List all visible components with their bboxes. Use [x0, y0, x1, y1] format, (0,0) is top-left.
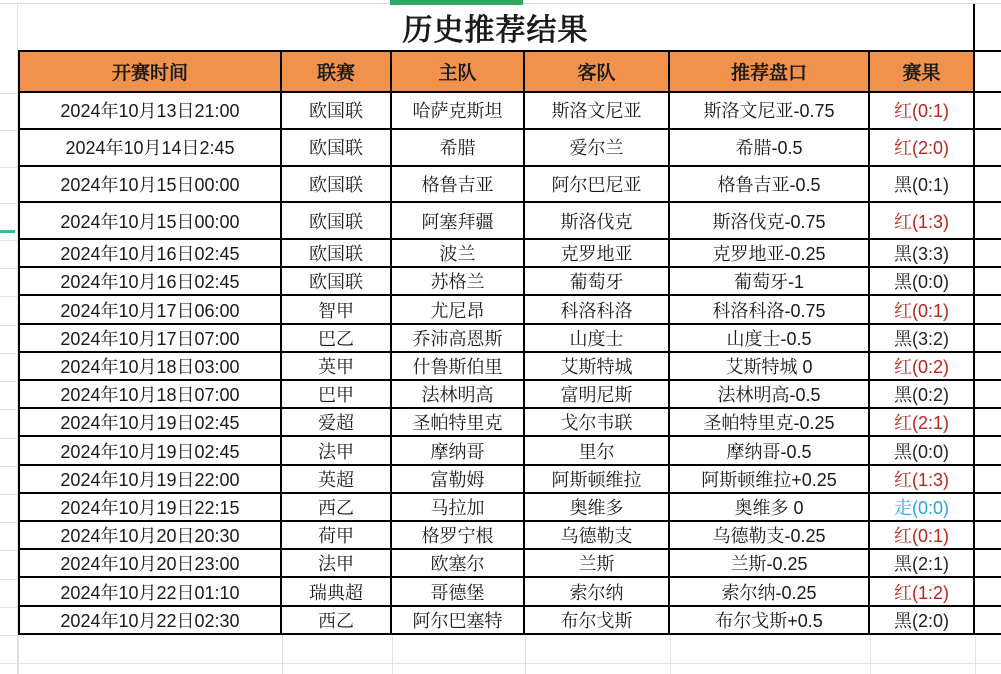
cell-home-team[interactable]: 格罗宁根 — [392, 522, 525, 550]
gutter-grid-line — [0, 130, 18, 131]
cell-result[interactable]: 红(2:0) — [870, 130, 975, 167]
cell-league[interactable]: 爱超 — [282, 409, 392, 437]
table-row — [18, 268, 1001, 296]
cell-time[interactable]: 2024年10月15日00:00 — [20, 167, 282, 204]
cell-time[interactable]: 2024年10月19日22:00 — [20, 466, 282, 494]
cell-empty[interactable] — [975, 240, 1001, 268]
cell-handicap[interactable]: 布尔戈斯+0.5 — [670, 607, 870, 635]
cell-league[interactable]: 法甲 — [282, 437, 392, 465]
table-row — [18, 167, 1001, 204]
table-row — [18, 240, 1001, 268]
cell-time[interactable]: 2024年10月17日06:00 — [20, 296, 282, 324]
cell-league[interactable]: 欧国联 — [282, 130, 392, 167]
cell-away-team[interactable]: 斯洛文尼亚 — [525, 93, 670, 130]
cell-home-team[interactable]: 摩纳哥 — [392, 437, 525, 465]
cell-handicap[interactable]: 阿斯顿维拉+0.25 — [670, 466, 870, 494]
cell-away-team[interactable]: 布尔戈斯 — [525, 607, 670, 635]
cell-time[interactable]: 2024年10月13日21:00 — [20, 93, 282, 130]
cell-handicap[interactable]: 圣帕特里克-0.25 — [670, 409, 870, 437]
table-row — [18, 325, 1001, 353]
cell-home-team[interactable]: 格鲁吉亚 — [392, 167, 525, 204]
cell-away-team[interactable]: 葡萄牙 — [525, 268, 670, 296]
header-cell-home[interactable]: 主队 — [392, 52, 525, 93]
cell-home-team[interactable]: 马拉加 — [392, 494, 525, 522]
cell-empty[interactable] — [975, 203, 1001, 240]
cell-handicap[interactable]: 摩纳哥-0.5 — [670, 437, 870, 465]
cell-result[interactable]: 红(0:2) — [870, 353, 975, 381]
gutter-grid-line — [0, 381, 18, 382]
cell-league[interactable]: 西乙 — [282, 494, 392, 522]
cell-empty[interactable] — [975, 381, 1001, 409]
grid-line — [870, 635, 871, 674]
cell-handicap[interactable]: 兰斯-0.25 — [670, 550, 870, 578]
cell-empty[interactable] — [975, 607, 1001, 635]
grid-line — [0, 663, 1001, 664]
cell-away-team[interactable]: 兰斯 — [525, 550, 670, 578]
cell-time[interactable]: 2024年10月19日22:15 — [20, 494, 282, 522]
gutter-grid-line — [0, 466, 18, 467]
cell-empty[interactable] — [975, 409, 1001, 437]
cell-away-team[interactable]: 阿斯顿维拉 — [525, 466, 670, 494]
cell-away-team[interactable]: 富明尼斯 — [525, 381, 670, 409]
cell-home-team[interactable]: 阿塞拜疆 — [392, 203, 525, 240]
cell-away-team[interactable]: 乌德勒支 — [525, 522, 670, 550]
table-row — [18, 578, 1001, 606]
cell-handicap[interactable]: 希腊-0.5 — [670, 130, 870, 167]
gutter-grid-line — [0, 325, 18, 326]
grid-line — [282, 635, 283, 674]
cell-empty[interactable] — [975, 167, 1001, 204]
gutter-grid-line — [0, 522, 18, 523]
cell-league[interactable]: 智甲 — [282, 296, 392, 324]
cell-away-team[interactable]: 山度士 — [525, 325, 670, 353]
gutter-grid-line — [0, 607, 18, 608]
cell-result[interactable]: 红(1:3) — [870, 466, 975, 494]
table-row — [18, 409, 1001, 437]
cell-league[interactable]: 西乙 — [282, 607, 392, 635]
table-row — [18, 381, 1001, 409]
cell-empty[interactable] — [975, 550, 1001, 578]
cell-league[interactable]: 荷甲 — [282, 522, 392, 550]
cell-empty[interactable] — [975, 437, 1001, 465]
gutter-grid-line — [0, 93, 18, 94]
cell-away-team[interactable]: 奥维多 — [525, 494, 670, 522]
gutter-grid-line — [0, 353, 18, 354]
table-row — [18, 296, 1001, 324]
cell-result[interactable]: 黑(0:2) — [870, 381, 975, 409]
cell-handicap[interactable]: 艾斯特城 0 — [670, 353, 870, 381]
header-cell-time[interactable]: 开赛时间 — [20, 52, 282, 93]
cell-time[interactable]: 2024年10月20日20:30 — [20, 522, 282, 550]
cell-away-team[interactable]: 艾斯特城 — [525, 353, 670, 381]
table-row — [18, 130, 1001, 167]
header-cell-empty[interactable] — [975, 52, 1001, 93]
cell-league[interactable]: 巴乙 — [282, 325, 392, 353]
cell-empty[interactable] — [975, 325, 1001, 353]
cell-league[interactable]: 欧国联 — [282, 93, 392, 130]
cell-result[interactable]: 黑(0:0) — [870, 268, 975, 296]
cell-result[interactable]: 黑(0:0) — [870, 437, 975, 465]
cell-handicap[interactable]: 格鲁吉亚-0.5 — [670, 167, 870, 204]
cell-league[interactable]: 瑞典超 — [282, 578, 392, 606]
cell-time[interactable]: 2024年10月18日03:00 — [20, 353, 282, 381]
cell-home-team[interactable]: 阿尔巴塞特 — [392, 607, 525, 635]
cell-home-team[interactable]: 哈萨克斯坦 — [392, 93, 525, 130]
cell-result[interactable]: 红(1:2) — [870, 578, 975, 606]
cell-time[interactable]: 2024年10月19日02:45 — [20, 437, 282, 465]
table-grid — [18, 50, 1001, 635]
cell-handicap[interactable]: 斯洛文尼亚-0.75 — [670, 93, 870, 130]
header-cell-league[interactable]: 联赛 — [282, 52, 392, 93]
results-table — [18, 4, 1001, 635]
header-cell-handicap[interactable]: 推荐盘口 — [670, 52, 870, 93]
empty-cells-area — [0, 635, 1001, 674]
cell-time[interactable]: 2024年10月15日00:00 — [20, 203, 282, 240]
cell-result[interactable]: 黑(2:0) — [870, 607, 975, 635]
gutter-grid-line — [0, 203, 18, 204]
cell-away-team[interactable]: 里尔 — [525, 437, 670, 465]
cell-home-team[interactable]: 尤尼昂 — [392, 296, 525, 324]
cell-empty[interactable] — [975, 296, 1001, 324]
table-body — [18, 93, 1001, 635]
gutter-grid-line — [0, 579, 18, 580]
cell-result[interactable]: 黑(2:1) — [870, 550, 975, 578]
cell-result[interactable]: 走(0:0) — [870, 494, 975, 522]
gutter-grid-line — [0, 494, 18, 495]
cell-empty[interactable] — [975, 353, 1001, 381]
cell-time[interactable]: 2024年10月22日01:10 — [20, 578, 282, 606]
cell-handicap[interactable]: 葡萄牙-1 — [670, 268, 870, 296]
cell-empty[interactable] — [975, 268, 1001, 296]
cell-league[interactable]: 欧国联 — [282, 240, 392, 268]
gutter-grid-line — [0, 409, 18, 410]
cell-empty[interactable] — [975, 93, 1001, 130]
cell-league[interactable]: 巴甲 — [282, 381, 392, 409]
cell-handicap[interactable]: 法林明高-0.5 — [670, 381, 870, 409]
table-row — [18, 466, 1001, 494]
gutter-grid-line — [0, 167, 18, 168]
table-row — [18, 437, 1001, 465]
table-row — [18, 203, 1001, 240]
table-row — [18, 550, 1001, 578]
cell-handicap[interactable]: 斯洛伐克-0.75 — [670, 203, 870, 240]
table-row — [18, 353, 1001, 381]
cell-empty[interactable] — [975, 494, 1001, 522]
table-row — [18, 607, 1001, 635]
cell-home-team[interactable]: 波兰 — [392, 240, 525, 268]
cell-handicap[interactable]: 乌德勒支-0.25 — [670, 522, 870, 550]
cell-home-team[interactable]: 苏格兰 — [392, 268, 525, 296]
cell-handicap[interactable]: 索尔纳-0.25 — [670, 578, 870, 606]
cell-time[interactable]: 2024年10月14日2:45 — [20, 130, 282, 167]
cell-empty[interactable] — [975, 522, 1001, 550]
cell-home-team[interactable]: 富勒姆 — [392, 466, 525, 494]
cell-time[interactable]: 2024年10月20日23:00 — [20, 550, 282, 578]
header-row — [18, 50, 1001, 93]
cell-league[interactable]: 欧国联 — [282, 203, 392, 240]
cell-away-team[interactable]: 戈尔韦联 — [525, 409, 670, 437]
cell-empty[interactable] — [975, 130, 1001, 167]
cell-time[interactable]: 2024年10月17日07:00 — [20, 325, 282, 353]
grid-line — [975, 635, 976, 674]
cell-time[interactable]: 2024年10月22日02:30 — [20, 607, 282, 635]
cell-home-team[interactable]: 乔沛高恩斯 — [392, 325, 525, 353]
cell-away-team[interactable]: 斯洛伐克 — [525, 203, 670, 240]
page-title: 历史推荐结果 — [402, 14, 589, 47]
cell-time[interactable]: 2024年10月18日07:00 — [20, 381, 282, 409]
table-row — [18, 93, 1001, 130]
cell-league[interactable]: 欧国联 — [282, 167, 392, 204]
cell-away-team[interactable]: 科洛科洛 — [525, 296, 670, 324]
header-cell-away[interactable]: 客队 — [525, 52, 670, 93]
cell-result[interactable]: 红(0:1) — [870, 522, 975, 550]
cell-time[interactable]: 2024年10月16日02:45 — [20, 268, 282, 296]
grid-line — [670, 635, 671, 674]
cell-handicap[interactable]: 山度士-0.5 — [670, 325, 870, 353]
cell-handicap[interactable]: 克罗地亚-0.25 — [670, 240, 870, 268]
cell-home-team[interactable]: 什鲁斯伯里 — [392, 353, 525, 381]
cell-away-team[interactable]: 阿尔巴尼亚 — [525, 167, 670, 204]
cell-result[interactable]: 黑(3:2) — [870, 325, 975, 353]
cell-empty[interactable] — [975, 578, 1001, 606]
cell-empty[interactable] — [975, 466, 1001, 494]
gutter-grid-line — [0, 550, 18, 551]
cell-league[interactable]: 英甲 — [282, 353, 392, 381]
cell-away-team[interactable]: 索尔纳 — [525, 578, 670, 606]
cell-result[interactable]: 红(0:1) — [870, 93, 975, 130]
grid-line — [392, 635, 393, 674]
cell-home-team[interactable]: 希腊 — [392, 130, 525, 167]
header-cell-result[interactable]: 赛果 — [870, 52, 975, 93]
cell-result[interactable]: 黑(3:3) — [870, 240, 975, 268]
grid-line — [525, 635, 526, 674]
cell-result[interactable]: 红(0:1) — [870, 296, 975, 324]
cell-handicap[interactable]: 科洛科洛-0.75 — [670, 296, 870, 324]
gutter-grid-line — [0, 240, 18, 241]
cell-time[interactable]: 2024年10月16日02:45 — [20, 240, 282, 268]
cell-away-team[interactable]: 克罗地亚 — [525, 240, 670, 268]
table-row — [18, 494, 1001, 522]
gutter-grid-line — [0, 438, 18, 439]
cell-handicap[interactable]: 奥维多 0 — [670, 494, 870, 522]
cell-result[interactable]: 红(2:1) — [870, 409, 975, 437]
cell-home-team[interactable]: 欧塞尔 — [392, 550, 525, 578]
cell-result[interactable]: 红(1:3) — [870, 203, 975, 240]
cell-away-team[interactable]: 爱尔兰 — [525, 130, 670, 167]
title-row — [18, 4, 975, 50]
cell-league[interactable]: 欧国联 — [282, 268, 392, 296]
gutter-selection-mark — [0, 230, 15, 233]
cell-home-team[interactable]: 圣帕特里克 — [392, 409, 525, 437]
gutter-grid-line — [0, 296, 18, 297]
cell-result[interactable]: 黑(0:1) — [870, 167, 975, 204]
cell-league[interactable]: 法甲 — [282, 550, 392, 578]
row-gutter — [0, 0, 18, 674]
cell-home-team[interactable]: 哥德堡 — [392, 578, 525, 606]
grid-line — [18, 635, 19, 674]
gutter-grid-line — [0, 268, 18, 269]
cell-home-team[interactable]: 法林明高 — [392, 381, 525, 409]
cell-time[interactable]: 2024年10月19日02:45 — [20, 409, 282, 437]
table-row — [18, 522, 1001, 550]
cell-league[interactable]: 英超 — [282, 466, 392, 494]
